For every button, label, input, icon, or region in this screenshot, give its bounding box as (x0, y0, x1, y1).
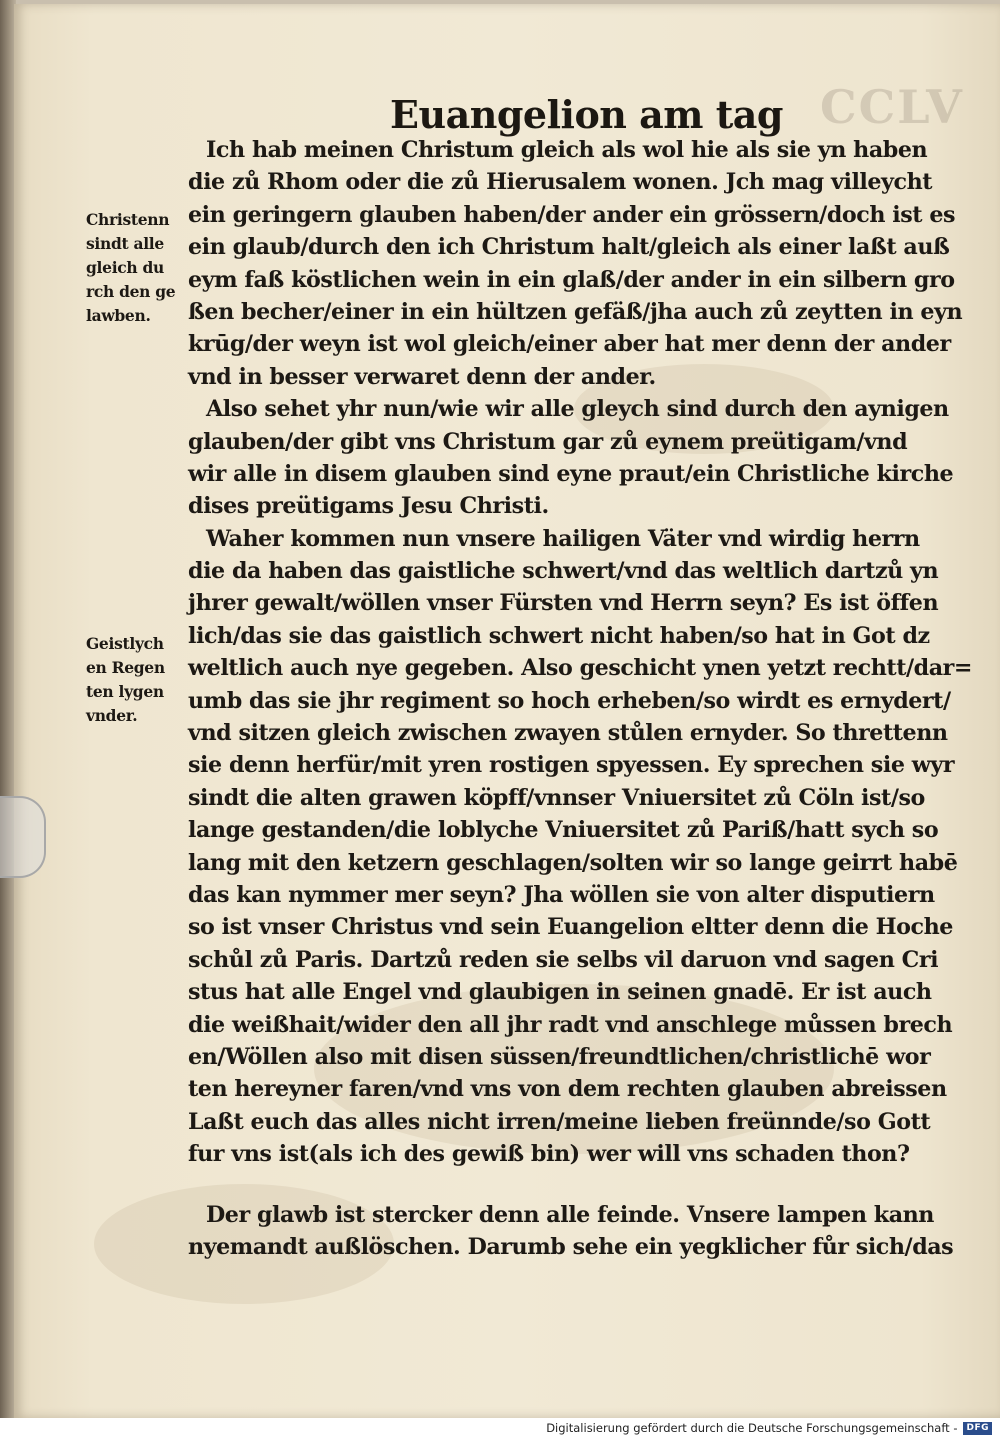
text-line: ein geringern glauben haben/der ander ein grössern/doch ist es (188, 201, 956, 228)
folio-number-bleedthrough: CCLV (820, 80, 964, 134)
paragraph-3 (188, 523, 973, 1171)
text-line: vnd in besser verwaret denn der ander. (188, 363, 656, 390)
paragraph-2 (188, 393, 954, 523)
margin-note-1 (86, 208, 186, 328)
text-line: stus hat alle Engel vnd glaubigen in seinen gnadē. Er ist auch (188, 979, 932, 1006)
margin-note-line: sindt alle (86, 234, 164, 253)
text-line: dises preütigams Jesu Christi. (188, 493, 549, 520)
text-line: eym faß köstlichen wein in ein glaß/der ander in ein silbern gro (188, 266, 955, 293)
text-line: vnd sitzen gleich zwischen zwayen stůlen ernyder. So threttenn (188, 720, 948, 747)
margin-note-line: en Regen (86, 658, 165, 677)
text-line: weltlich auch nye gegeben. Also geschicht ynen yetzt rechtt/dar= (188, 655, 973, 682)
margin-note-line: Christenn (86, 210, 170, 229)
text-line: ein glaub/durch den ich Christum halt/gleich als einer laßt auß (188, 234, 950, 261)
margin-note-line: Geistlych (86, 634, 164, 653)
text-line: ten hereyner faren/vnd vns von dem rechten glauben abreissen (188, 1076, 947, 1103)
text-line: Waher kommen nun vnsere hailigen Väter vnd wirdig herrn (206, 525, 920, 552)
text-line: Ich hab meinen Christum gleich als wol hie als sie yn haben (206, 137, 928, 163)
margin-note-line: rch den ge (86, 282, 176, 301)
text-line: umb das sie jhr regiment so hoch erheben/so wirdt es ernydert/ (188, 687, 951, 714)
margin-note-2 (86, 632, 186, 728)
margin-note-line: ten lygen (86, 682, 164, 701)
text-line: Also sehet yhr nun/wie wir alle gleych sind durch den aynigen (206, 396, 949, 423)
text-line: en/Wöllen also mit disen süssen/freundtlichen/christlichē wor (188, 1043, 931, 1070)
text-line: so ist vnser Christus vnd sein Euangelion eltter denn die Hoche (188, 914, 953, 941)
text-line: lange gestanden/die loblyche Vniuersitet zů Pariß/hatt sych so (188, 817, 939, 844)
text-line: die zů Rhom oder die zů Hierusalem wonen. Jch mag villeycht (188, 169, 933, 196)
text-line: die da haben das gaistliche schwert/vnd das weltlich dartzů yn (188, 558, 939, 585)
text-line: die weißhait/wider den all jhr radt vnd anschlege můssen brech (188, 1011, 953, 1038)
page-clip (0, 796, 46, 878)
text-line: lang mit den ketzern geschlagen/solten wir so lange geirrt habē (188, 849, 958, 876)
text-line: nyemandt außlöschen. Darumb sehe ein yegklicher fůr sich/das (188, 1233, 954, 1260)
text-line: krūg/der weyn ist wol gleich/einer aber hat mer denn der ander (188, 331, 951, 358)
page-heading: Euangelion am tag (390, 92, 783, 137)
dfg-logo: DFG (963, 1422, 992, 1435)
text-line: glauben/der gibt vns Christum gar zů eynem preütigam/vnd (188, 428, 908, 455)
paragraph-gap (188, 1171, 928, 1199)
text-line: ßen becher/einer in ein hültzen gefäß/jha auch zů zeytten in eyn (188, 298, 963, 325)
text-line: jhrer gewalt/wöllen vnser Fürsten vnd Herrn seyn? Es ist öffen (188, 590, 939, 617)
text-line: lich/das sie das gaistlich schwert nicht haben/so hat in Got dz (188, 622, 930, 649)
paragraph-1 (188, 134, 963, 393)
text-line: schůl zů Paris. Dartzů reden sie selbs vil daruon vnd sagen Cri (188, 946, 939, 973)
text-line: Der glawb ist stercker denn alle feinde. Vnsere lampen kann (206, 1201, 934, 1228)
footer-credit-text: Digitalisierung gefördert durch die Deutsche Forschungsgemeinschaft - (546, 1421, 958, 1435)
paragraph-4 (188, 1199, 954, 1264)
text-line: sie denn herfür/mit yren rostigen spyessen. Ey sprechen sie wyr (188, 752, 955, 779)
margin-note-line: gleich du (86, 258, 164, 277)
digitization-footer (0, 1418, 1000, 1438)
main-text-block (188, 134, 973, 1263)
text-line: das kan nymmer mer seyn? Jha wöllen sie von alter disputiern (188, 881, 935, 908)
text-line: sindt die alten grawen köpff/vnnser Vniuersitet zů Cöln ist/so (188, 784, 925, 811)
text-line: fur vns ist(als ich des gewiß bin) wer will vns schaden thon? (188, 1141, 910, 1168)
text-line: Laßt euch das alles nicht irren/meine lieben freünnde/so Gott (188, 1108, 931, 1135)
margin-note-line: lawben. (86, 306, 151, 325)
margin-note-line: vnder. (86, 706, 138, 725)
text-line: wir alle in disem glauben sind eyne praut/ein Christliche kirche (188, 460, 954, 487)
